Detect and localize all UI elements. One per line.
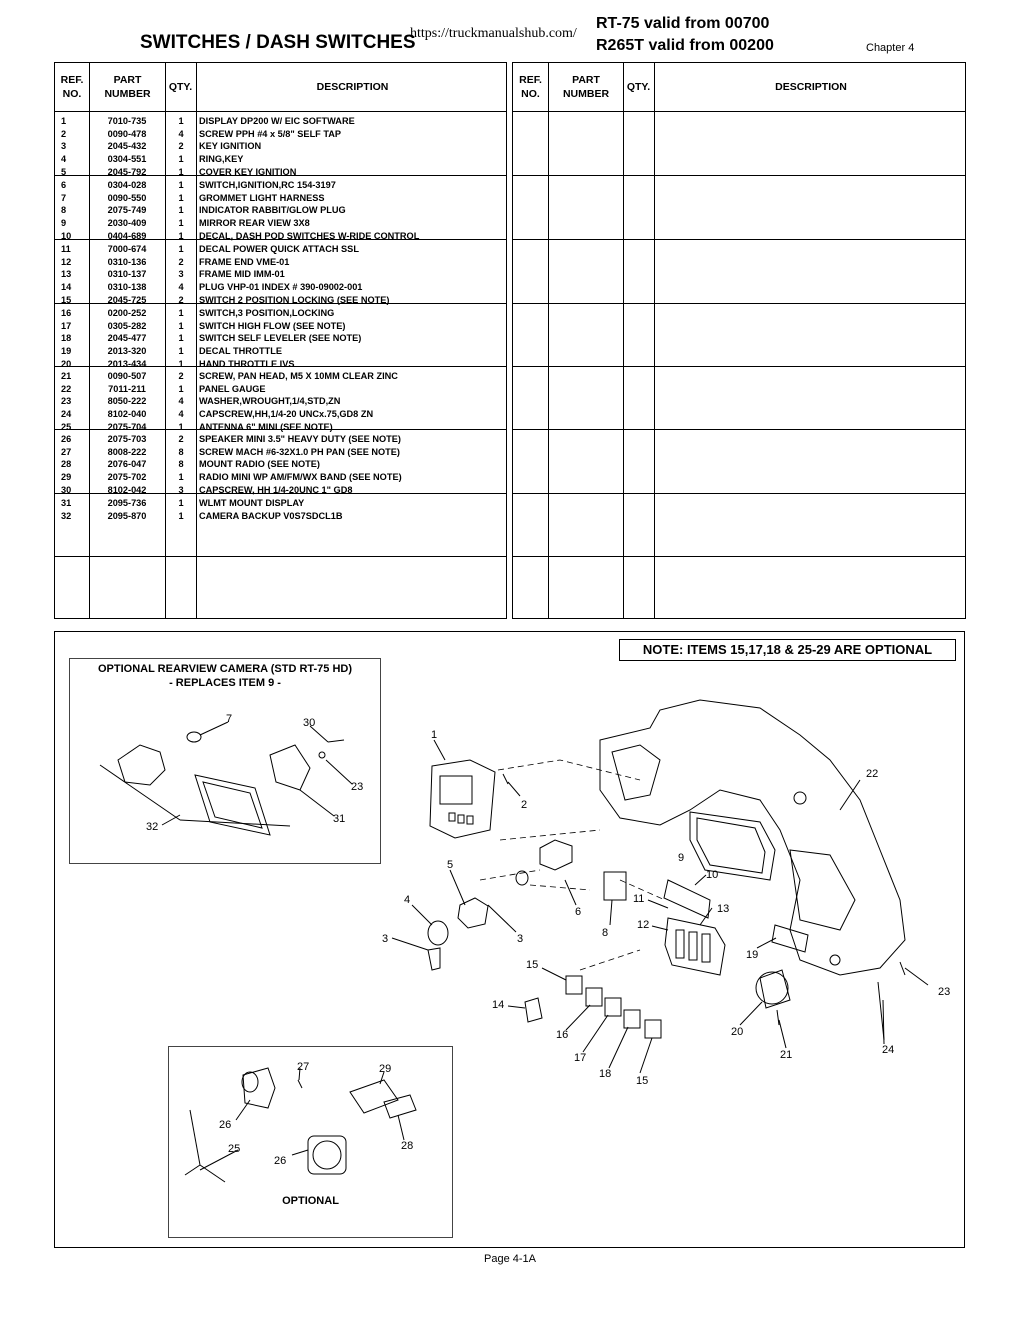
description: WLMT MOUNT DISPLAY xyxy=(199,498,305,508)
callout-14: 14 xyxy=(492,999,505,1011)
ignition-switch-drawing xyxy=(540,840,572,870)
part-number: 0090-478 xyxy=(107,128,147,139)
callout-10: 10 xyxy=(706,869,719,881)
description: DISPLAY DP200 W/ EIC SOFTWARE xyxy=(199,116,355,126)
rocker-switch-drawing xyxy=(566,976,582,994)
description: CAPSCREW, HH 1/4-20UNC 1" GD8 xyxy=(199,484,353,495)
callout-2: 2 xyxy=(521,799,528,811)
ref-no: 6 xyxy=(61,180,67,190)
description: SCREW, PAN HEAD, M5 X 10MM CLEAR ZINC xyxy=(199,371,398,381)
callout-26: 26 xyxy=(219,1119,232,1131)
page-title: SWITCHES / DASH SWITCHES xyxy=(140,32,416,53)
quantity: 2 xyxy=(178,294,184,305)
callout-17: 17 xyxy=(574,1052,587,1064)
ref-no: 12 xyxy=(61,256,72,267)
hand-throttle-drawing xyxy=(756,972,788,1004)
quantity: 1 xyxy=(178,218,184,229)
camera-inset-title: OPTIONAL REARVIEW CAMERA (STD RT-75 HD) xyxy=(97,663,353,675)
part-number: 7010-735 xyxy=(107,116,147,126)
quantity: 1 xyxy=(178,320,184,331)
ref-no: 5 xyxy=(61,166,67,177)
part-number: 0404-689 xyxy=(107,230,147,241)
ref-no: 30 xyxy=(61,484,72,495)
callout-15: 15 xyxy=(636,1075,649,1087)
quantity: 4 xyxy=(178,396,184,407)
quantity: 1 xyxy=(178,230,184,241)
callout-21: 21 xyxy=(780,1049,793,1061)
quantity: 1 xyxy=(178,358,184,369)
description: KEY IGNITION xyxy=(199,141,262,152)
part-number: 2013-434 xyxy=(107,358,147,369)
quantity: 3 xyxy=(178,269,184,280)
switch-frame-drawing xyxy=(665,918,725,975)
description: MIRROR REAR VIEW 3X8 xyxy=(199,218,310,229)
part-number: 0090-550 xyxy=(107,192,147,203)
part-number: 2075-702 xyxy=(107,472,147,483)
callout-19: 19 xyxy=(746,949,759,961)
valid-range-rt75: RT-75 valid from 00700 xyxy=(596,15,770,32)
callout-32: 32 xyxy=(146,821,159,833)
description: SWITCH HIGH FLOW (SEE NOTE) xyxy=(199,320,346,331)
callout-1: 1 xyxy=(431,729,438,741)
quantity: 2 xyxy=(178,371,184,381)
callout-3: 3 xyxy=(517,933,524,945)
description: PLUG VHP-01 INDEX # 390-09002-001 xyxy=(199,282,363,293)
quantity: 1 xyxy=(178,346,184,357)
ref-no: 2 xyxy=(61,128,67,139)
ref-no: 24 xyxy=(61,409,72,420)
ref-no: 9 xyxy=(61,218,67,229)
chapter-label: Chapter 4 xyxy=(866,42,915,54)
speaker-drawing xyxy=(243,1068,275,1108)
rocker-switch-drawing xyxy=(624,1010,640,1028)
description: SCREW PPH #4 x 5/8" SELF TAP xyxy=(199,128,342,139)
quantity: 1 xyxy=(178,498,184,508)
quantity: 1 xyxy=(178,383,184,394)
callout-22: 22 xyxy=(866,768,879,780)
description: DECAL THROTTLE xyxy=(199,346,283,357)
ref-no: 4 xyxy=(61,154,67,165)
ref-no: 18 xyxy=(61,333,72,344)
part-number: 2095-736 xyxy=(107,498,147,508)
ref-no: 11 xyxy=(61,244,71,254)
ref-no: 27 xyxy=(61,446,72,457)
ref-no: 8 xyxy=(61,205,67,216)
quantity: 1 xyxy=(178,472,184,483)
quantity: 1 xyxy=(178,205,184,216)
description: MOUNT RADIO (SEE NOTE) xyxy=(199,459,320,470)
description: HAND THROTTLE IVS xyxy=(199,358,295,369)
callout-7: 7 xyxy=(226,713,233,725)
description: SWITCH,IGNITION,RC 154-3197 xyxy=(199,180,336,190)
radio-mount-drawing xyxy=(384,1095,416,1118)
callout-6: 6 xyxy=(575,906,582,918)
part-number: 0304-028 xyxy=(107,180,147,190)
quantity: 1 xyxy=(178,154,184,165)
part-number: 0200-252 xyxy=(107,308,147,318)
callout-3: 3 xyxy=(382,933,389,945)
part-number: 2075-703 xyxy=(107,434,147,444)
callout-25: 25 xyxy=(228,1143,241,1155)
description: INDICATOR RABBIT/GLOW PLUG xyxy=(199,205,346,216)
description: WASHER,WROUGHT,1/4,STD,ZN xyxy=(199,396,341,407)
part-number: 2045-477 xyxy=(107,333,147,344)
callout-13: 13 xyxy=(717,903,730,915)
part-number: 7011-211 xyxy=(108,383,146,394)
part-number: 2076-047 xyxy=(107,459,147,470)
quantity: 8 xyxy=(178,446,184,457)
description: ANTENNA 6" MINI (SEE NOTE) xyxy=(199,421,333,432)
description: DECAL, DASH POD SWITCHES W-RIDE CONTROL xyxy=(199,230,420,241)
callout-26: 26 xyxy=(274,1155,287,1167)
part-number: 2045-432 xyxy=(107,141,147,152)
decal-drawing xyxy=(664,880,710,918)
quantity: 1 xyxy=(178,333,184,344)
part-number: 0310-138 xyxy=(107,282,147,293)
description: CAPSCREW,HH,1/4-20 UNCx.75,GD8 ZN xyxy=(199,409,374,420)
callout-27: 27 xyxy=(297,1061,310,1073)
callout-5: 5 xyxy=(447,859,454,871)
description: DECAL POWER QUICK ATTACH SSL xyxy=(199,244,359,254)
valid-range-r265t: R265T valid from 00200 xyxy=(596,37,774,54)
quantity: 1 xyxy=(178,421,184,432)
indicator-drawing xyxy=(604,872,626,900)
header-ref-no: REF. NO. xyxy=(60,74,84,100)
ref-no: 13 xyxy=(61,269,72,280)
part-number: 2030-409 xyxy=(107,218,147,229)
callout-29: 29 xyxy=(379,1063,392,1075)
ref-no: 29 xyxy=(61,472,72,483)
ref-no: 22 xyxy=(61,383,72,394)
gauge-panel-drawing xyxy=(600,700,905,975)
header-qty: QTY. xyxy=(626,81,651,93)
ref-no: 16 xyxy=(61,308,72,318)
key-drawing xyxy=(428,948,440,970)
part-number: 2075-704 xyxy=(107,421,147,432)
header-description: DESCRIPTION xyxy=(775,81,847,93)
ref-no: 17 xyxy=(61,320,72,331)
callout-20: 20 xyxy=(731,1026,744,1038)
part-number: 0304-551 xyxy=(107,154,147,165)
description: RADIO MINI WP AM/FM/WX BAND (SEE NOTE) xyxy=(199,472,402,483)
ref-no: 25 xyxy=(61,421,72,432)
description: FRAME MID IMM-01 xyxy=(199,269,285,280)
header-ref-no: REF. NO. xyxy=(519,74,542,100)
ref-no: 1 xyxy=(61,116,67,126)
quantity: 2 xyxy=(178,141,184,152)
part-number: 2095-870 xyxy=(107,510,147,521)
part-number: 0090-507 xyxy=(107,371,147,381)
rocker-switch-drawing xyxy=(586,988,602,1006)
quantity: 4 xyxy=(178,409,184,420)
ref-no: 3 xyxy=(61,141,67,152)
key-cover-drawing xyxy=(458,898,488,928)
part-number: 2075-749 xyxy=(107,205,147,216)
quantity: 1 xyxy=(178,192,184,203)
description: SPEAKER MINI 3.5" HEAVY DUTY (SEE NOTE) xyxy=(199,434,401,444)
part-number: 0310-136 xyxy=(107,256,147,267)
camera-display-drawing xyxy=(195,775,270,835)
plug-drawing xyxy=(525,998,542,1022)
ref-no: 23 xyxy=(61,396,72,407)
camera-drawing xyxy=(118,745,165,785)
ref-no: 32 xyxy=(61,510,72,521)
description: RING,KEY xyxy=(199,154,244,165)
part-number: 0305-282 xyxy=(107,320,147,331)
antenna-drawing xyxy=(190,1110,200,1165)
ref-no: 19 xyxy=(61,346,72,357)
part-number: 8008-222 xyxy=(107,446,147,457)
part-number: 2013-320 xyxy=(107,346,147,357)
part-number: 7000-674 xyxy=(107,244,147,254)
description: GROMMET LIGHT HARNESS xyxy=(199,192,325,203)
part-number: 8102-040 xyxy=(107,409,147,420)
quantity: 2 xyxy=(178,434,184,444)
header-part-number: PART NUMBER xyxy=(562,74,610,100)
callout-30: 30 xyxy=(303,717,316,729)
ref-no: 28 xyxy=(61,459,72,470)
part-number: 2045-792 xyxy=(107,166,147,177)
rocker-switch-drawing xyxy=(605,998,621,1016)
part-number: 2045-725 xyxy=(107,294,147,305)
header-qty: QTY. xyxy=(168,81,193,93)
part-number: 8102-042 xyxy=(107,484,147,495)
quantity: 1 xyxy=(178,510,184,521)
description: COVER KEY IGNITION xyxy=(199,166,297,177)
callout-24: 24 xyxy=(882,1044,895,1056)
ref-no: 14 xyxy=(61,282,72,293)
callout-4: 4 xyxy=(404,894,411,906)
header-description: DESCRIPTION xyxy=(316,81,389,93)
speaker-face-drawing xyxy=(308,1136,346,1174)
callout-15: 15 xyxy=(526,959,539,971)
callout-18: 18 xyxy=(599,1068,612,1080)
optional-inset-label: OPTIONAL xyxy=(282,1195,339,1207)
description: SWITCH 2 POSITION LOCKING (SEE NOTE) xyxy=(199,294,390,305)
quantity: 1 xyxy=(178,244,184,254)
part-number: 0310-137 xyxy=(107,269,147,280)
ref-no: 31 xyxy=(61,498,72,508)
quantity: 3 xyxy=(178,484,184,495)
description: SWITCH,3 POSITION,LOCKING xyxy=(199,308,335,318)
part-number: 8050-222 xyxy=(107,396,147,407)
quantity: 4 xyxy=(178,282,184,293)
description: SWITCH SELF LEVELER (SEE NOTE) xyxy=(199,333,362,344)
callout-16: 16 xyxy=(556,1029,569,1041)
header-part-number: PART NUMBER xyxy=(104,74,151,100)
ref-no: 26 xyxy=(61,434,72,444)
callout-9: 9 xyxy=(678,852,685,864)
quantity: 8 xyxy=(178,459,184,470)
throttle-decal-drawing xyxy=(772,925,808,952)
quantity: 1 xyxy=(178,308,184,318)
quantity: 2 xyxy=(178,256,184,267)
description: PANEL GAUGE xyxy=(199,383,266,394)
ref-no: 10 xyxy=(61,230,72,241)
callout-8: 8 xyxy=(602,927,609,939)
callout-23: 23 xyxy=(938,986,951,998)
description: SCREW MACH #6-32X1.0 PH PAN (SEE NOTE) xyxy=(199,446,400,457)
callout-28: 28 xyxy=(401,1140,414,1152)
description: CAMERA BACKUP V0S7SDCL1B xyxy=(199,510,343,521)
ref-no: 21 xyxy=(61,371,72,381)
ref-no: 15 xyxy=(61,294,72,305)
camera-inset-subtitle: - REPLACES ITEM 9 - xyxy=(169,677,281,689)
description: FRAME END VME-01 xyxy=(199,256,290,267)
quantity: 4 xyxy=(178,128,184,139)
radio-drawing xyxy=(350,1080,398,1113)
callout-31: 31 xyxy=(333,813,346,825)
source-url: https://truckmanualshub.com/ xyxy=(410,26,577,41)
rocker-switch-drawing xyxy=(645,1020,661,1038)
camera-mount-drawing xyxy=(270,745,310,790)
quantity: 1 xyxy=(178,166,184,177)
callout-11: 11 xyxy=(633,893,645,905)
callout-23: 23 xyxy=(351,781,364,793)
quantity: 1 xyxy=(178,180,184,190)
quantity: 1 xyxy=(178,116,184,126)
page-number: Page 4-1A xyxy=(484,1253,536,1265)
ref-no: 7 xyxy=(61,192,67,203)
callout-12: 12 xyxy=(637,919,650,931)
ref-no: 20 xyxy=(61,358,72,369)
optional-items-note: NOTE: ITEMS 15,17,18 & 25-29 ARE OPTIONAL xyxy=(619,639,956,661)
